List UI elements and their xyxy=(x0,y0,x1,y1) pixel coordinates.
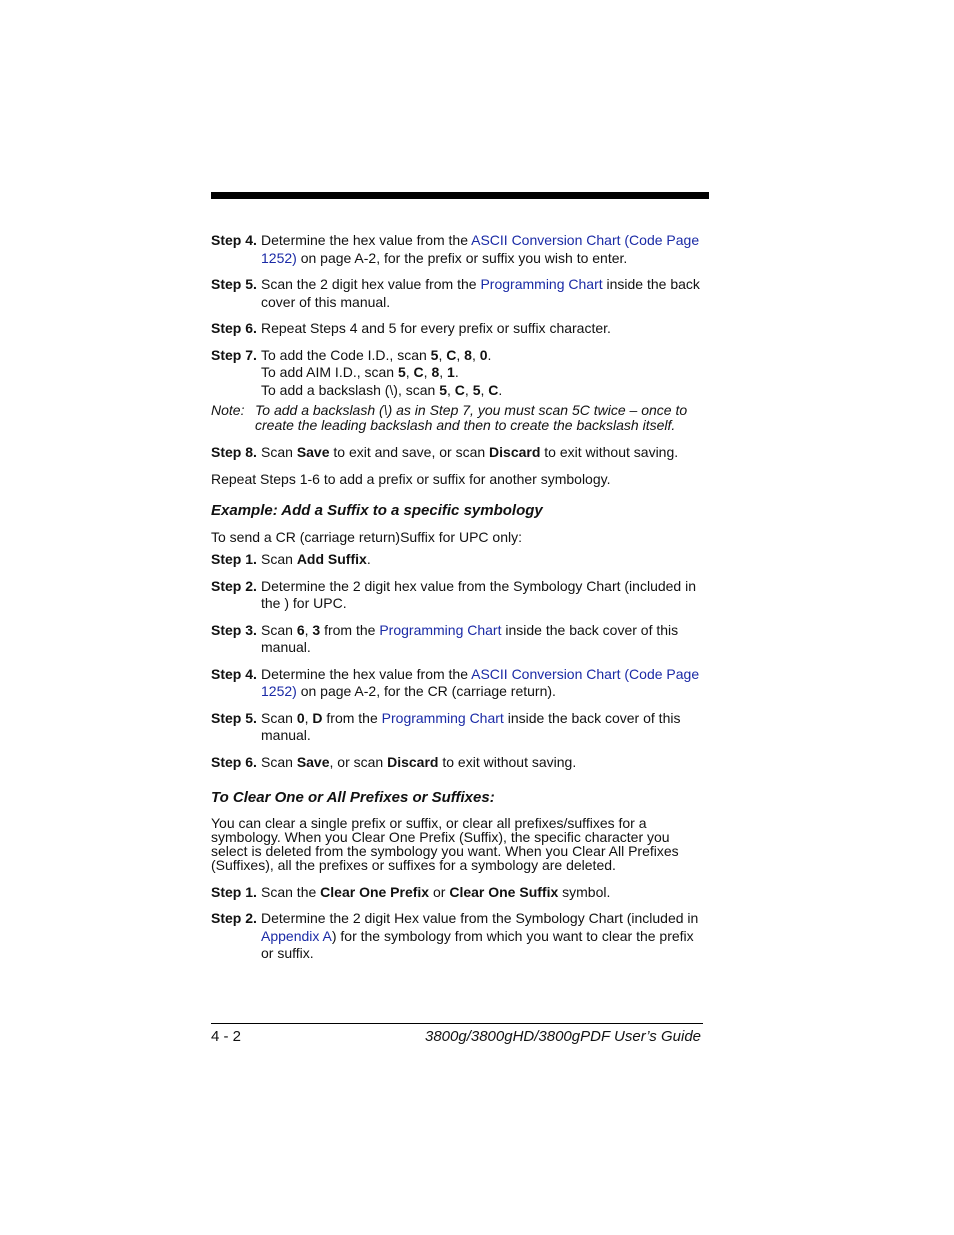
example-step-1 xyxy=(211,551,703,569)
step-text: Determine the 2 digit Hex value from the Symbology Chart (included in Appendix A) for the symbology from which you want to clear the prefix or suffix. xyxy=(261,910,699,961)
page-body xyxy=(211,232,703,972)
step-number: Step 5. xyxy=(211,276,257,292)
step-text: Scan 6, 3 from the Programming Chart inside the back cover of this manual. xyxy=(261,621,679,655)
step-text: Repeat Steps 4 and 5 for every prefix or suffix character. xyxy=(261,320,611,336)
step-5 xyxy=(211,276,703,311)
example-step-5 xyxy=(211,710,703,745)
step-text: Scan the 2 digit hex value from the Programming Chart inside the back cover of this manual. xyxy=(261,276,700,310)
step-text: Determine the 2 digit hex value from the Symbology Chart (included in the ) for UPC. xyxy=(261,577,696,611)
example-step-3 xyxy=(211,622,703,657)
step-text: Scan Save to exit and save, or scan Discard to exit without saving. xyxy=(261,444,679,460)
step-number: Step 8. xyxy=(211,444,257,460)
step-number: Step 7. xyxy=(211,346,257,363)
note-backslash xyxy=(211,403,703,432)
step-number: Step 5. xyxy=(211,709,257,726)
step-number: Step 1. xyxy=(211,551,257,567)
step-text: Scan the Clear One Prefix or Clear One Suffix symbol. xyxy=(261,883,611,900)
step-4 xyxy=(211,232,703,267)
step-number: Step 4. xyxy=(211,665,257,682)
step-text: Determine the hex value from the ASCII Conversion Chart (Code Page 1252) on page A-2, for the prefix or suffix you wish to enter. xyxy=(261,232,700,266)
step-8 xyxy=(211,444,703,462)
step-number: Step 6. xyxy=(211,320,257,336)
example-heading: Example: Add a Suffix to a specific symbology xyxy=(211,502,543,519)
note-label: Note: xyxy=(211,402,245,418)
example-step-4 xyxy=(211,666,703,701)
aim-id-line: To add AIM I.D., scan 5, C, 8, 1. xyxy=(261,364,459,380)
header-rule xyxy=(211,192,709,199)
example-intro: To send a CR (carriage return)Suffix for UPC only: xyxy=(211,528,522,545)
code-id-line: To add the Code I.D., scan 5, C, 8, 0. xyxy=(261,346,492,363)
document-title: 3800g/3800gHD/3800gPDF User’s Guide xyxy=(424,1028,701,1045)
repeat-paragraph: Repeat Steps 1-6 to add a prefix or suffix for another symbology. xyxy=(211,470,611,487)
step-number: Step 4. xyxy=(211,232,257,248)
step-text: Scan Save, or scan Discard to exit without saving. xyxy=(261,753,577,770)
step-number: Step 3. xyxy=(211,621,257,638)
step-number: Step 2. xyxy=(211,910,257,926)
ascii-chart-link[interactable]: ASCII Conversion Chart (Code Page 1252) xyxy=(261,232,700,266)
example-step-2 xyxy=(211,578,703,613)
step-text xyxy=(261,347,703,400)
backslash-line: To add a backslash (\), scan 5, C, 5, C. xyxy=(261,381,503,398)
step-6 xyxy=(211,320,703,338)
clear-intro: You can clear a single prefix or suffix, or clear all prefixes/suffixes for a symbology. When you Clear One Prefix (Suffix), the specific character you select is deleted from the symbology you want. When you Clear All Prefixes (Suffixes), all the prefixes or suffixes for a symbology are deleted. xyxy=(211,814,679,873)
note-text: To add a backslash (\) as in Step 7, you must scan 5C twice – once to create the leading backslash and then to create the backslash itself. xyxy=(255,402,688,433)
programming-chart-link[interactable]: Programming Chart xyxy=(480,276,603,292)
ascii-chart-link[interactable]: ASCII Conversion Chart (Code Page 1252) xyxy=(261,665,700,699)
step-number: Step 6. xyxy=(211,753,257,770)
step-text: Scan 0, D from the Programming Chart inside the back cover of this manual. xyxy=(261,709,681,743)
step-text: Scan Add Suffix. xyxy=(261,551,371,567)
step-text: Determine the hex value from the ASCII Conversion Chart (Code Page 1252) on page A-2, for the CR (carriage return). xyxy=(261,665,700,699)
programming-chart-link[interactable]: Programming Chart xyxy=(379,621,502,638)
step-7 xyxy=(211,347,703,400)
example-step-6 xyxy=(211,754,703,772)
step-number: Step 1. xyxy=(211,883,257,900)
clear-step-1 xyxy=(211,884,703,902)
page-number: 4 - 2 xyxy=(211,1028,242,1045)
step-number: Step 2. xyxy=(211,577,257,594)
clear-step-2 xyxy=(211,910,703,963)
programming-chart-link[interactable]: Programming Chart xyxy=(381,709,504,726)
appendix-a-link[interactable]: Appendix A xyxy=(261,927,332,944)
footer-rule xyxy=(211,1023,703,1024)
clear-heading: To Clear One or All Prefixes or Suffixes: xyxy=(211,789,495,806)
